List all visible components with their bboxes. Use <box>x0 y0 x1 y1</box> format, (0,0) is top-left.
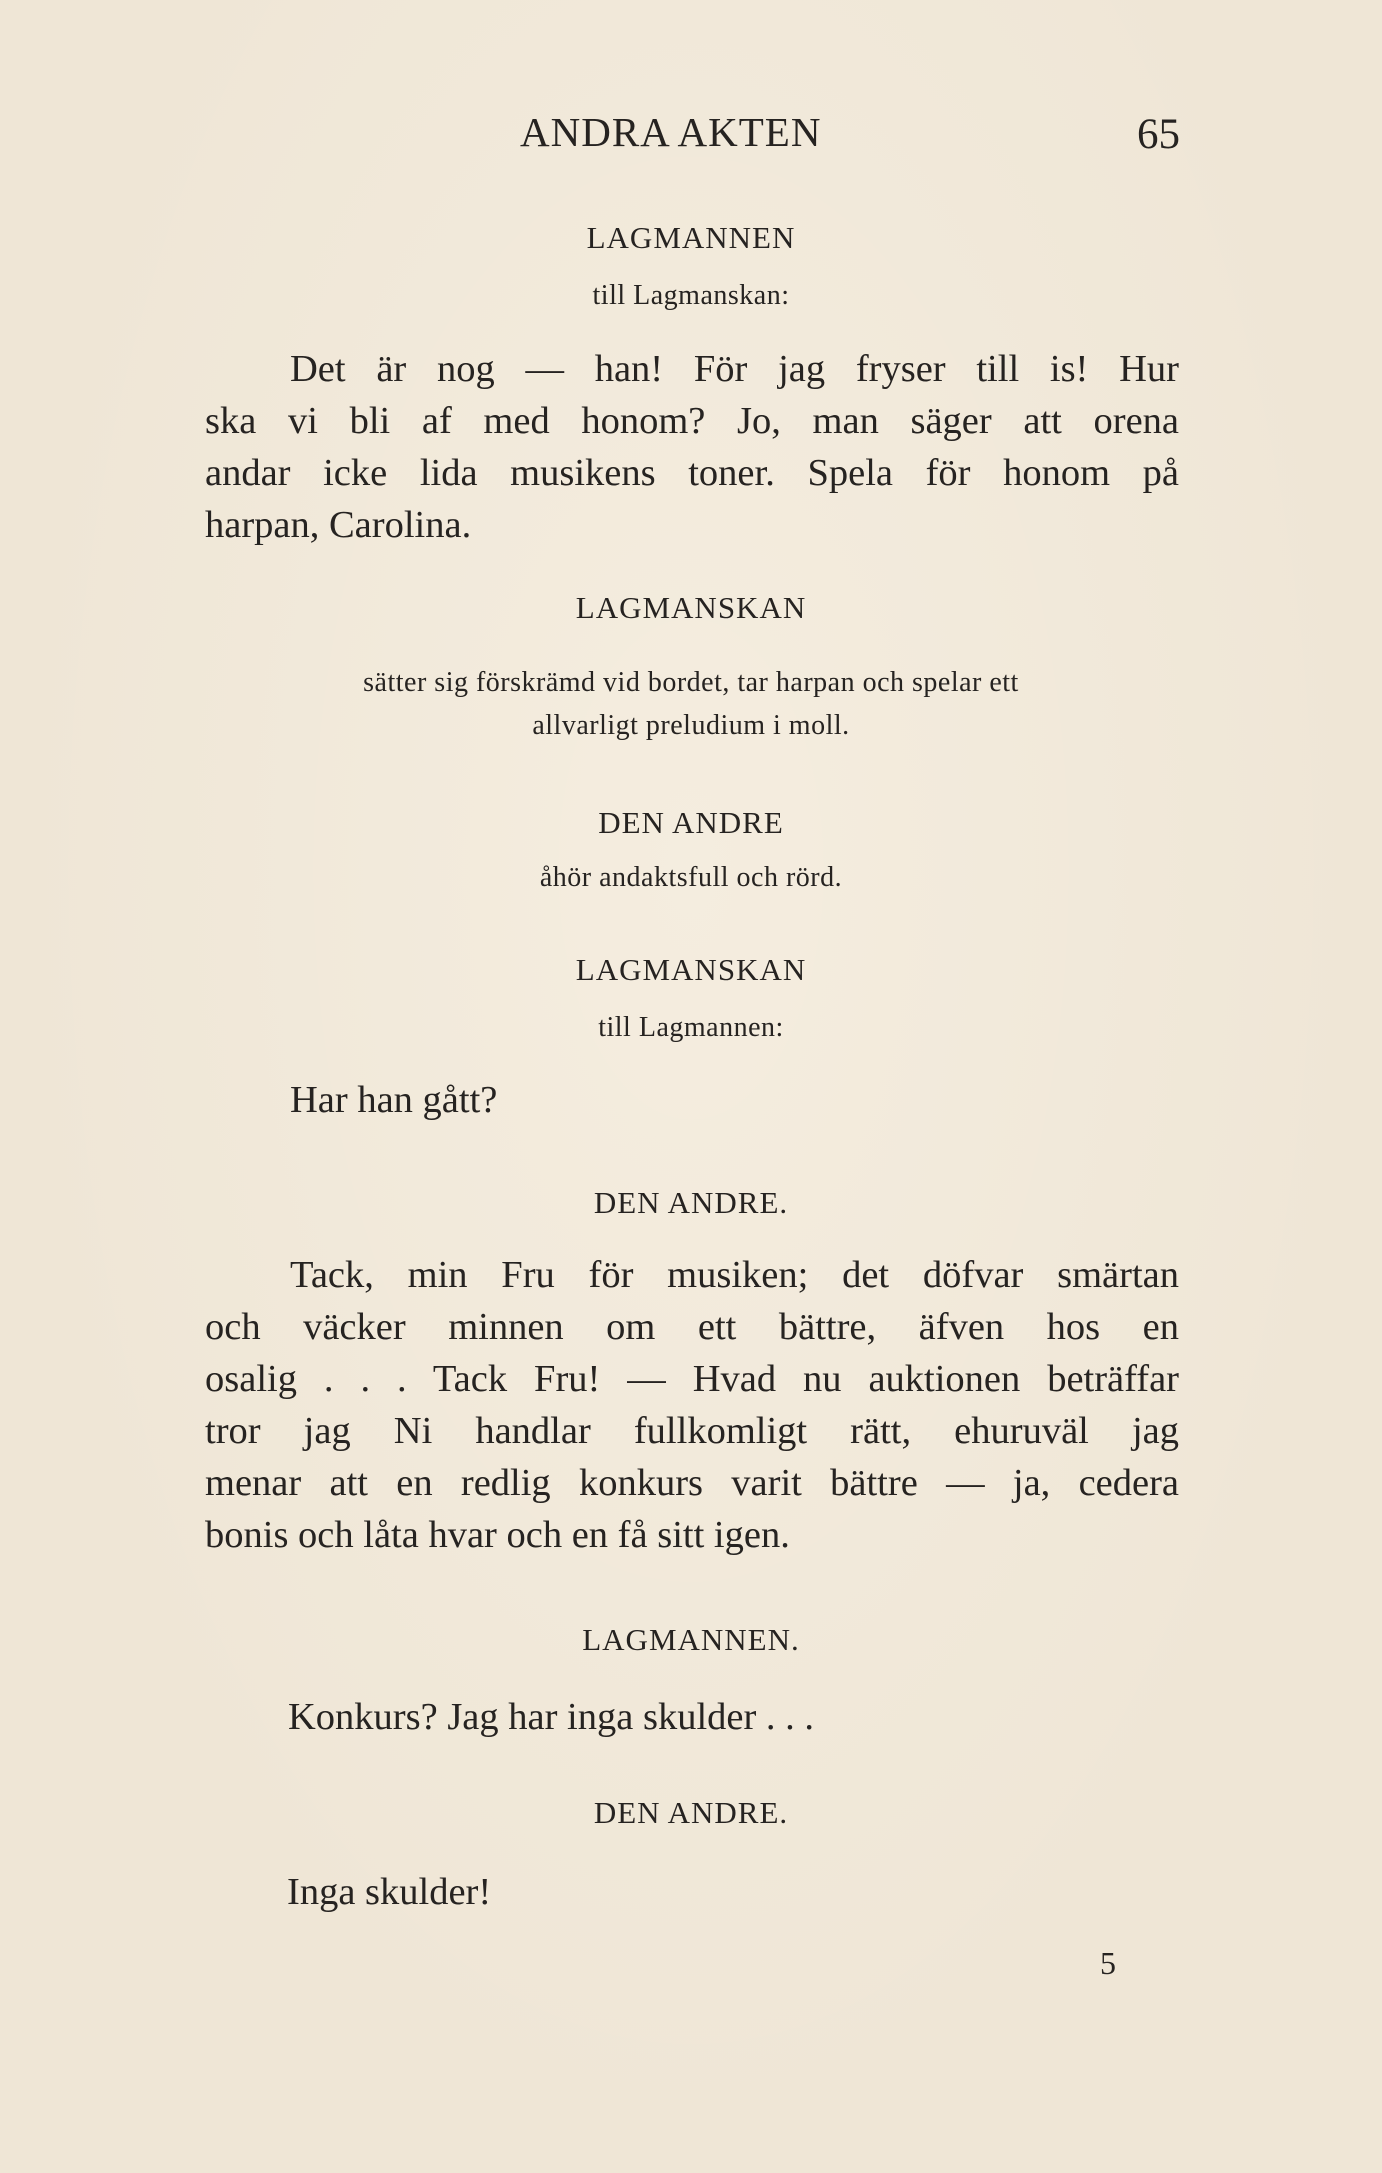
stage-direction: åhör andaktsfull och rörd. <box>539 862 843 893</box>
speaker-name: LAGMANNEN. <box>582 1622 800 1657</box>
speaker-name: LAGMANNEN <box>586 220 796 255</box>
speech-line: tror jag Ni handlar fullkomligt rätt, ehuruväl jag <box>205 1410 1179 1452</box>
page-number: 65 <box>1137 111 1180 158</box>
speech-line: och väcker minnen om ett bättre, äfven hos en <box>205 1306 1179 1348</box>
speaker-name: LAGMANSKAN <box>575 590 807 625</box>
speech-line: Tack, min Fru för musiken; det döfvar smärtan <box>290 1254 1179 1296</box>
speaker-name: DEN ANDRE. <box>593 1795 789 1830</box>
speaker-name: DEN ANDRE. <box>593 1185 789 1220</box>
speech-line: Har han gått? <box>290 1079 498 1121</box>
speech-line: Inga skulder! <box>287 1871 492 1913</box>
speech-line: Det är nog — han! För jag fryser till is! Hur <box>290 348 1179 390</box>
speaker-name: LAGMANSKAN <box>575 952 807 987</box>
stage-direction: allvarligt preludium i moll. <box>532 710 850 741</box>
stage-direction: till Lagmanskan: <box>592 280 790 311</box>
speech-line: harpan, Carolina. <box>205 504 472 546</box>
speech-line: andar icke lida musikens toner. Spela för honom på <box>205 452 1179 494</box>
stage-direction: till Lagmannen: <box>598 1012 784 1043</box>
speaker-name: DEN ANDRE <box>598 805 784 840</box>
speech-line: ska vi bli af med honom? Jo, man säger att orena <box>205 400 1179 442</box>
speech-line: Konkurs? Jag har inga skulder . . . <box>288 1696 815 1738</box>
stage-direction: sätter sig förskrämd vid bordet, tar harpan och spelar ett <box>363 667 1019 698</box>
speech-line: menar att en redlig konkurs varit bättre — ja, cedera <box>205 1462 1179 1504</box>
speech-line: bonis och låta hvar och en få sitt igen. <box>205 1514 790 1556</box>
running-title: ANDRA AKTEN <box>520 109 822 155</box>
speech-line: osalig . . . Tack Fru! — Hvad nu auktionen beträffar <box>205 1358 1179 1400</box>
signature-mark: 5 <box>1100 1945 1116 1981</box>
